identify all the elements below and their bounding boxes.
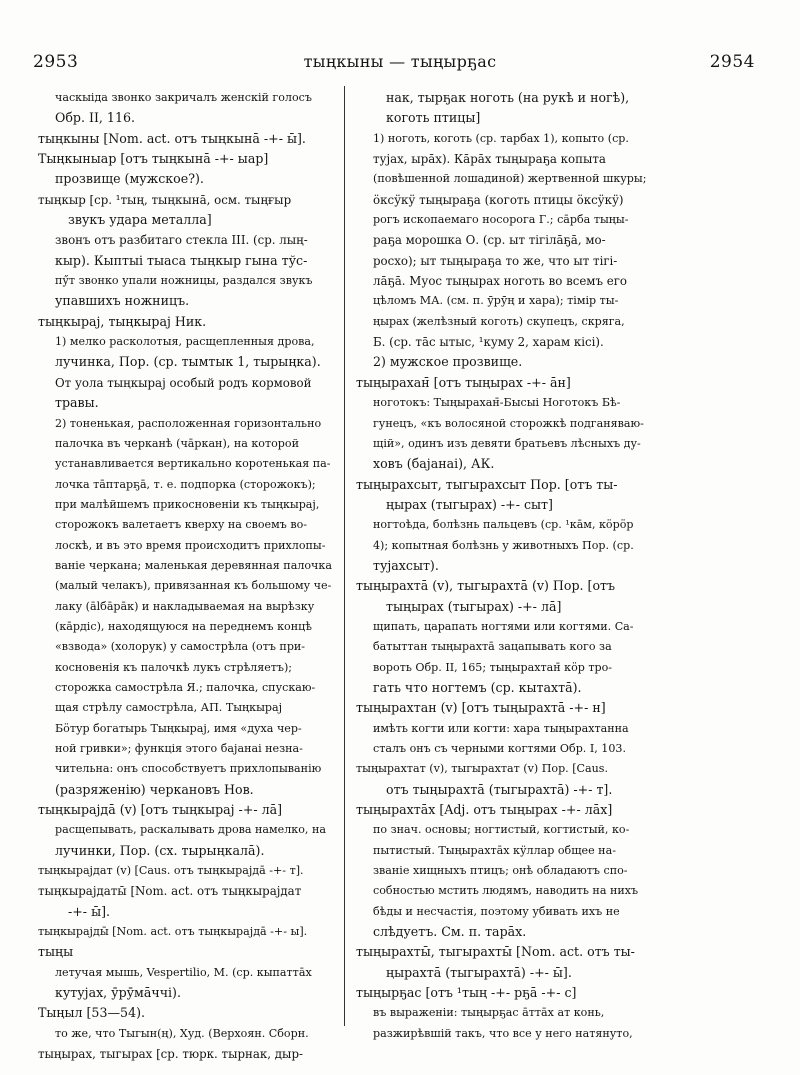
page-header: [0, 0, 800, 80]
text-line: то же, что Тыгын(ң), Худ. (Верхоян. Сборн.: [55, 1026, 309, 1040]
text-line: травы.: [55, 395, 99, 411]
text-line: 1) ноготь, коготь (ср. тарбах 1), копыто (ср.: [373, 131, 629, 145]
text-line: 2) мужское прозвище.: [373, 354, 523, 370]
text-line: тыңырахтан (v) [отъ тыңырахта̄ -+- н]: [356, 700, 606, 716]
text-line: ховъ (баjанаі), АК.: [373, 456, 495, 472]
text-line: слѣдуетъ. См. п. тара̄х.: [373, 924, 527, 940]
text-line: 1) мелко расколотыя, расщепленныя дрова,: [55, 335, 315, 349]
text-line: тыңырахсыт, тыгырахсыт Пор. [отъ ты-: [356, 476, 618, 492]
text-line: батыттан тыңырахта̄ зацапывать кого за: [373, 640, 612, 654]
text-line: Бӧтур богатырь Тыңкырај, имя «духа чер-: [55, 721, 302, 735]
text-line: тыңкырајдаты̄ [Nom. act. отъ тыңкырајдат: [38, 884, 302, 899]
text-line: упавшихъ ножницъ.: [55, 293, 190, 309]
text-line: пӳт звонко упали ножницы, раздался звукъ: [55, 274, 313, 288]
text-line: звонъ отъ разбитаго стекла III. (ср. лың-: [55, 233, 308, 248]
page-number-left: 2953: [33, 52, 79, 72]
text-line: пытистый. Тыңырахта̄х кӱллар общее на-: [373, 843, 616, 857]
text-line: тыңы: [38, 944, 74, 960]
text-line: по знач. основы; ногтистый, когтистый, ко-: [373, 823, 630, 837]
text-line: отъ тыңырахта̄ (тыгырахта̄) -+- т].: [386, 781, 613, 797]
text-line: лучинка, Пор. (ср. тымтык 1, тырыңка).: [55, 354, 321, 370]
text-line: сторожка самострѣла Я.; палочка, спускаю-: [55, 680, 316, 694]
text-line: «взвода» (холорук) у самострѣла (отъ при-: [55, 640, 306, 654]
text-line: въ выраженіи: тыңырҕас а̄тта̄х ат конь,: [373, 1006, 605, 1020]
text-line: гунецъ, «къ волосяной сторожкѣ подганяваю-: [373, 416, 644, 430]
text-line: ноготокъ: Тыңырахан̄-Бысыі Ноготокъ Бѣ-: [373, 396, 621, 410]
text-line: нак, тырҕак ноготь (на рукѣ и ногѣ),: [386, 90, 630, 105]
text-line: Обр. II, 116.: [55, 110, 135, 126]
text-line: щая стрѣлу самострѣла, АП. Тыңкырај: [55, 701, 283, 715]
text-line: ла̄ҕа̄. Муос тыңырах ноготь во всемъ его: [373, 274, 628, 289]
text-line: Б. (ср. та̄с ытыс, ¹куму 2, харам кісі).: [373, 335, 604, 350]
text-line: ӧксӱкӱ тыңыраҕа (коготь птицы ӧксӱкӱ): [373, 192, 624, 207]
text-line: тыңкырај, тыңкырај Ник.: [38, 313, 207, 329]
text-line: кыр). Кыптыі тыаса тыңкыр гына тўс-: [55, 252, 308, 268]
text-line: собностью мстить людямъ, наводить на нихъ: [373, 884, 639, 898]
text-line: тыңырахты̄, тыгырахты̄ [Nom. act. отъ ты-: [356, 944, 635, 960]
text-line: щипать, царапать ногтями или когтями. Са-: [373, 619, 634, 633]
text-line: сторожокъ валетаетъ кверху на своемъ во-: [55, 518, 308, 532]
text-line: рогъ ископаемаго носорога Г.; са̄рба тыңы-: [373, 213, 629, 227]
text-line: 4); копытная болѣзнь у животныхъ Пор. (ср.: [373, 538, 634, 552]
text-line: тыңкыр [ср. ¹тың, тыңкына̄, осм. тыңғыр: [38, 192, 292, 207]
text-line: звукъ удара металла]: [68, 212, 212, 228]
text-line: тыңырҕас [отъ ¹тың -+- рҕа̄ -+- с]: [356, 985, 577, 1001]
text-line: разжирѣвшій такъ, что все у него натянуто,: [373, 1026, 633, 1040]
text-line: часкыіда звонко закричалъ женскій голосъ: [55, 91, 312, 104]
text-line: чительна: онъ способствуетъ прихлопыванію: [55, 762, 322, 776]
text-line: при малѣйшемъ прикосновеніи къ тыңкырај,: [55, 497, 320, 511]
text-line: лоскѣ, и въ это время происходитъ прихлопы-: [55, 538, 326, 552]
text-line: палочка въ черканѣ (ча̄ркан), на которой: [55, 436, 299, 450]
text-line: вороть Обр. II, 165; тыңырахтан̄ кӧр тро-: [373, 660, 613, 674]
text-line: раҕа морошка О. (ср. ыт тігіла̄ҕа̄, мо-: [373, 233, 606, 248]
text-line: кутуjах, ӯрӯма̄ччі).: [55, 985, 181, 1001]
text-line: гать что ногтемъ (ср. кытахта̄).: [373, 679, 582, 695]
text-line: От уола тыңкырај особый родъ кормовой: [55, 375, 312, 390]
text-line: 2) тоненькая, расположенная горизонтально: [55, 416, 322, 430]
text-line: летучая мышь, Vespertilio, М. (ср. кыпатта̄х: [55, 965, 312, 979]
text-line: ңырах (тыгырах) -+- сыт]: [386, 496, 553, 512]
text-line: сталъ онъ съ черными когтями Обр. I, 103.: [373, 742, 627, 755]
text-line: тыңкырајдат (v) [Caus. отъ тыңкырајда̄ -+- т].: [38, 864, 304, 878]
right-column: [356, 88, 656, 1044]
text-line: (разряженію) черкановъ Нов.: [55, 781, 254, 797]
text-line: лучинки, Пор. (сх. тырыңкала̄).: [55, 842, 265, 858]
text-line: тыңырах (тыгырах) -+- ла̄]: [386, 598, 562, 614]
text-line: устанавливается вертикально коротенькая па-: [55, 457, 331, 471]
text-line: лаку (а̄lба̄ра̄к) и накладываемая на вырѣзку: [55, 599, 315, 613]
text-line: щій», одинъ изъ девяти братьевъ лѣсныхъ ду-: [373, 436, 641, 450]
column-divider: [344, 86, 345, 1026]
text-line: тыңырахан̄ [отъ тыңырах -+- а̄н]: [356, 374, 571, 390]
text-line: ваніе черкана; маленькая деревянная палочка: [55, 558, 332, 572]
text-line: коготь птицы]: [386, 110, 481, 126]
text-line: тыңкырајды̄ [Nom. act. отъ тыңкырајда̄ -+- ы].: [38, 925, 308, 939]
text-line: цѣломъ МА. (см. п. ӯрӯң и хара); тімір ты-: [373, 294, 619, 308]
text-line: тыңырахта̄х [Adj. отъ тыңырах -+- ла̄х]: [356, 802, 613, 818]
text-line: Тыңыл [53—54).: [38, 1005, 145, 1021]
text-line: ногтоѣда, болѣзнь пальцевъ (ср. ¹ка̄м, кӧрӧр: [373, 518, 634, 532]
running-head: тыңкыны — тыңырҕас: [303, 52, 497, 71]
text-line: (ка̄рдіс), находящуюся на переднемъ концѣ: [55, 619, 312, 633]
text-line: косновенія къ палочкѣ лукъ стрѣляетъ);: [55, 660, 293, 674]
text-line: Тыңкыныар [отъ тыңкына̄ -+- ыар]: [38, 151, 269, 167]
text-line: (малый челакъ), привязанная къ большому че-: [55, 579, 332, 593]
text-line: ңырахта̄ (тыгырахта̄) -+- ы̄].: [386, 964, 572, 980]
page-number-right: 2954: [709, 52, 755, 72]
text-line: тыңкыны [Nom. act. отъ тыңкына̄ -+- ы̄].: [38, 130, 306, 146]
text-line: ной гривки»; функція этого баjанаі незна-: [55, 742, 303, 755]
text-line: тыңкырајда̄ (v) [отъ тыңкырај -+- ла̄]: [38, 802, 283, 818]
text-line: расщепывать, раскалывать дрова намелко, на: [55, 823, 326, 837]
left-column: [38, 88, 338, 1065]
text-line: росхо); ыт тыңыраҕа то же, что ыт тігі-: [373, 253, 618, 268]
text-line: туjах, ыра̄х). Ка̄ра̄х тыңыраҕа копыта: [373, 152, 606, 167]
text-line: лочка та̄птарҕа̄, т. е. подпорка (сторожокъ);: [55, 477, 316, 491]
text-line: тыңырахта̄ (v), тыгырахта̄ (v) Пор. [отъ: [356, 578, 616, 594]
text-line: прозвище (мужское?).: [55, 171, 204, 187]
text-line: ңырах (желѣзный коготь) скупецъ, скряга,: [373, 314, 625, 328]
text-line: имѣть когти или когти: хара тыңырахтанна: [373, 721, 629, 735]
text-line: (повѣшенной лошадиной) жертвенной шкуры;: [373, 172, 647, 186]
text-line: туjахсыт).: [373, 557, 439, 573]
text-line: -+- ы̄].: [68, 903, 111, 919]
text-line: тыңырах, тыгырах [ср. тюрк. тырнак, дыр-: [38, 1047, 303, 1062]
text-line: тыңырахтат (v), тыгырахтат (v) Пор. [Caus.: [356, 762, 609, 776]
text-line: бѣды и несчастія, поэтому убивать ихъ не: [373, 904, 620, 918]
text-line: званіе хищныхъ птицъ; онѣ обладаютъ спо-: [373, 864, 628, 878]
